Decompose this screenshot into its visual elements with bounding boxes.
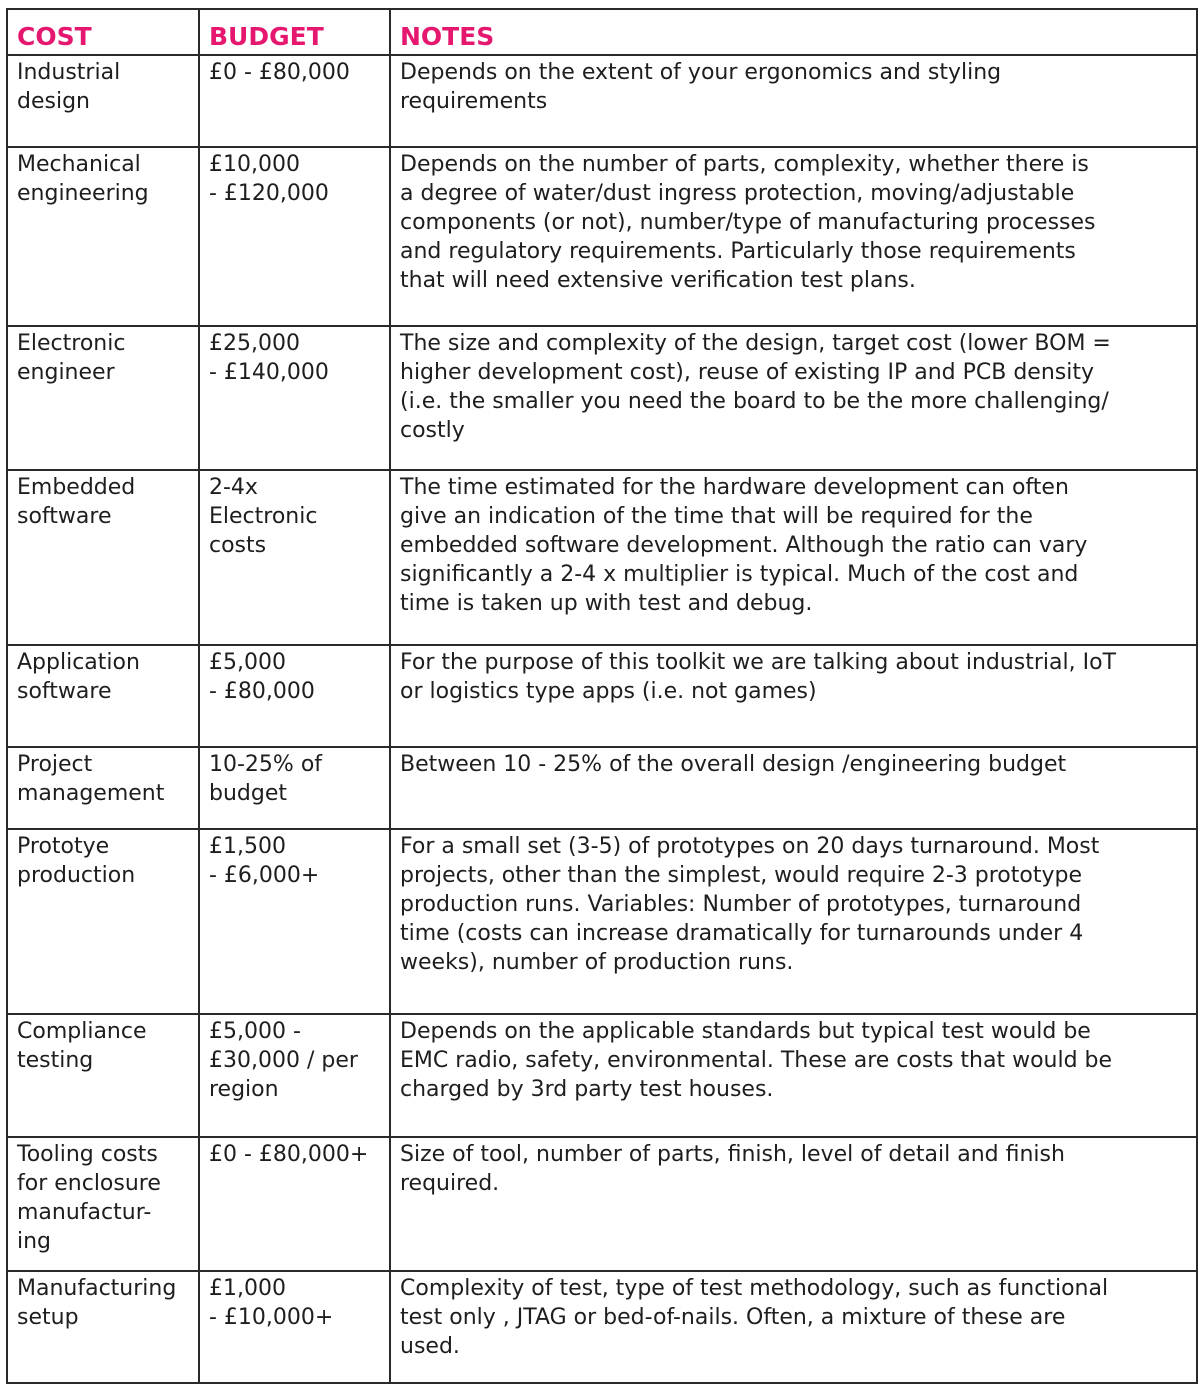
cost-cell bbox=[7, 470, 199, 645]
notes-text: For the purpose of this toolkit we are talking about industrial, IoT or logistics type apps (i.e. not games) bbox=[400, 650, 1117, 704]
notes-cell bbox=[390, 326, 1197, 470]
budget-text: £1,000 - £10,000+ bbox=[209, 1276, 334, 1330]
header-cost: COST bbox=[7, 9, 199, 55]
cost-text: Prototye production bbox=[17, 834, 136, 888]
notes-cell bbox=[390, 747, 1197, 829]
notes-cell bbox=[390, 55, 1197, 147]
notes-cell bbox=[390, 1271, 1197, 1383]
cost-cell bbox=[7, 147, 199, 326]
table-row bbox=[7, 645, 1197, 747]
cost-cell bbox=[7, 747, 199, 829]
notes-text: Complexity of test, type of test methodology, such as functional test only , JTAG or bed-of-nails. Often, a mixture of these are used. bbox=[400, 1276, 1109, 1359]
table-row bbox=[7, 747, 1197, 829]
budget-text: £1,500 - £6,000+ bbox=[209, 834, 320, 888]
budget-cell bbox=[199, 747, 390, 829]
cost-text: Embedded software bbox=[17, 475, 136, 529]
cost-budget-table bbox=[6, 8, 1198, 1384]
table-row bbox=[7, 1271, 1197, 1383]
notes-text: The size and complexity of the design, target cost (lower BOM = higher development cost), reuse of existing IP and PCB density (i.e. the smaller you need the board to be the more challenging/ costly bbox=[400, 331, 1111, 443]
budget-cell bbox=[199, 829, 390, 1014]
budget-text: £25,000 - £140,000 bbox=[209, 331, 329, 385]
notes-text: Between 10 - 25% of the overall design /engineering budget bbox=[400, 752, 1067, 777]
notes-text: For a small set (3-5) of prototypes on 20 days turnaround. Most projects, other than the simplest, would require 2-3 prototype production runs. Variables: Number of prototypes, turnaround time (costs can increase dramatically for turnarounds under 4 weeks), number of production runs. bbox=[400, 834, 1100, 975]
notes-cell bbox=[390, 645, 1197, 747]
budget-cell bbox=[199, 326, 390, 470]
budget-text: £0 - £80,000 bbox=[209, 60, 350, 85]
table-row bbox=[7, 829, 1197, 1014]
cost-text: Manufacturing setup bbox=[17, 1276, 177, 1330]
budget-cell bbox=[199, 645, 390, 747]
table-header-row bbox=[7, 9, 1197, 55]
notes-text: Depends on the number of parts, complexity, whether there is a degree of water/dust ingress protection, moving/adjustable components (or not), number/type of manufacturing processes and regulatory requirements. Particularly those requirements that will need extensive verification test plans. bbox=[400, 152, 1096, 293]
table-row bbox=[7, 470, 1197, 645]
budget-text: 10-25% of budget bbox=[209, 752, 323, 806]
notes-cell bbox=[390, 1014, 1197, 1137]
notes-text: The time estimated for the hardware development can often give an indication of the time that will be required for the embedded software development. Although the ratio can vary significantly a 2-4 x multiplier is typical. Much of the cost and time is taken up with test and debug. bbox=[400, 475, 1088, 616]
cost-cell bbox=[7, 326, 199, 470]
cost-cell bbox=[7, 645, 199, 747]
budget-cell bbox=[199, 1271, 390, 1383]
cost-cell bbox=[7, 1271, 199, 1383]
cost-text: Electronic engineer bbox=[17, 331, 126, 385]
table-row bbox=[7, 326, 1197, 470]
budget-cell bbox=[199, 1014, 390, 1137]
cost-text: Industrial design bbox=[17, 60, 121, 114]
notes-text: Size of tool, number of parts, finish, level of detail and finish required. bbox=[400, 1142, 1065, 1196]
budget-text: £5,000 - £80,000 bbox=[209, 650, 315, 704]
budget-cell bbox=[199, 55, 390, 147]
notes-text: Depends on the extent of your ergonomics and styling requirements bbox=[400, 60, 1002, 114]
budget-cell bbox=[199, 147, 390, 326]
cost-cell bbox=[7, 829, 199, 1014]
budget-text: 2-4x Electronic costs bbox=[209, 475, 318, 558]
table-row bbox=[7, 55, 1197, 147]
cost-text: Project management bbox=[17, 752, 165, 806]
budget-text: £10,000 - £120,000 bbox=[209, 152, 329, 206]
notes-text: Depends on the applicable standards but typical test would be EMC radio, safety, environmental. These are costs that would be charged by 3rd party test houses. bbox=[400, 1019, 1113, 1102]
cost-cell bbox=[7, 1014, 199, 1137]
budget-text: £5,000 - £30,000 / per region bbox=[209, 1019, 358, 1102]
budget-text: £0 - £80,000+ bbox=[209, 1142, 369, 1167]
notes-cell bbox=[390, 470, 1197, 645]
cost-cell bbox=[7, 1137, 199, 1271]
budget-cell bbox=[199, 1137, 390, 1271]
cost-text: Compliance testing bbox=[17, 1019, 147, 1073]
cost-cell bbox=[7, 55, 199, 147]
header-notes: NOTES bbox=[390, 9, 1197, 55]
table-row bbox=[7, 1137, 1197, 1271]
cost-text: Tooling costs for enclosure manufactur- ing bbox=[17, 1142, 161, 1254]
header-budget: BUDGET bbox=[199, 9, 390, 55]
cost-text: Application software bbox=[17, 650, 140, 704]
notes-cell bbox=[390, 829, 1197, 1014]
table-row bbox=[7, 147, 1197, 326]
budget-cell bbox=[199, 470, 390, 645]
notes-cell bbox=[390, 1137, 1197, 1271]
table-row bbox=[7, 1014, 1197, 1137]
notes-cell bbox=[390, 147, 1197, 326]
cost-text: Mechanical engineering bbox=[17, 152, 149, 206]
